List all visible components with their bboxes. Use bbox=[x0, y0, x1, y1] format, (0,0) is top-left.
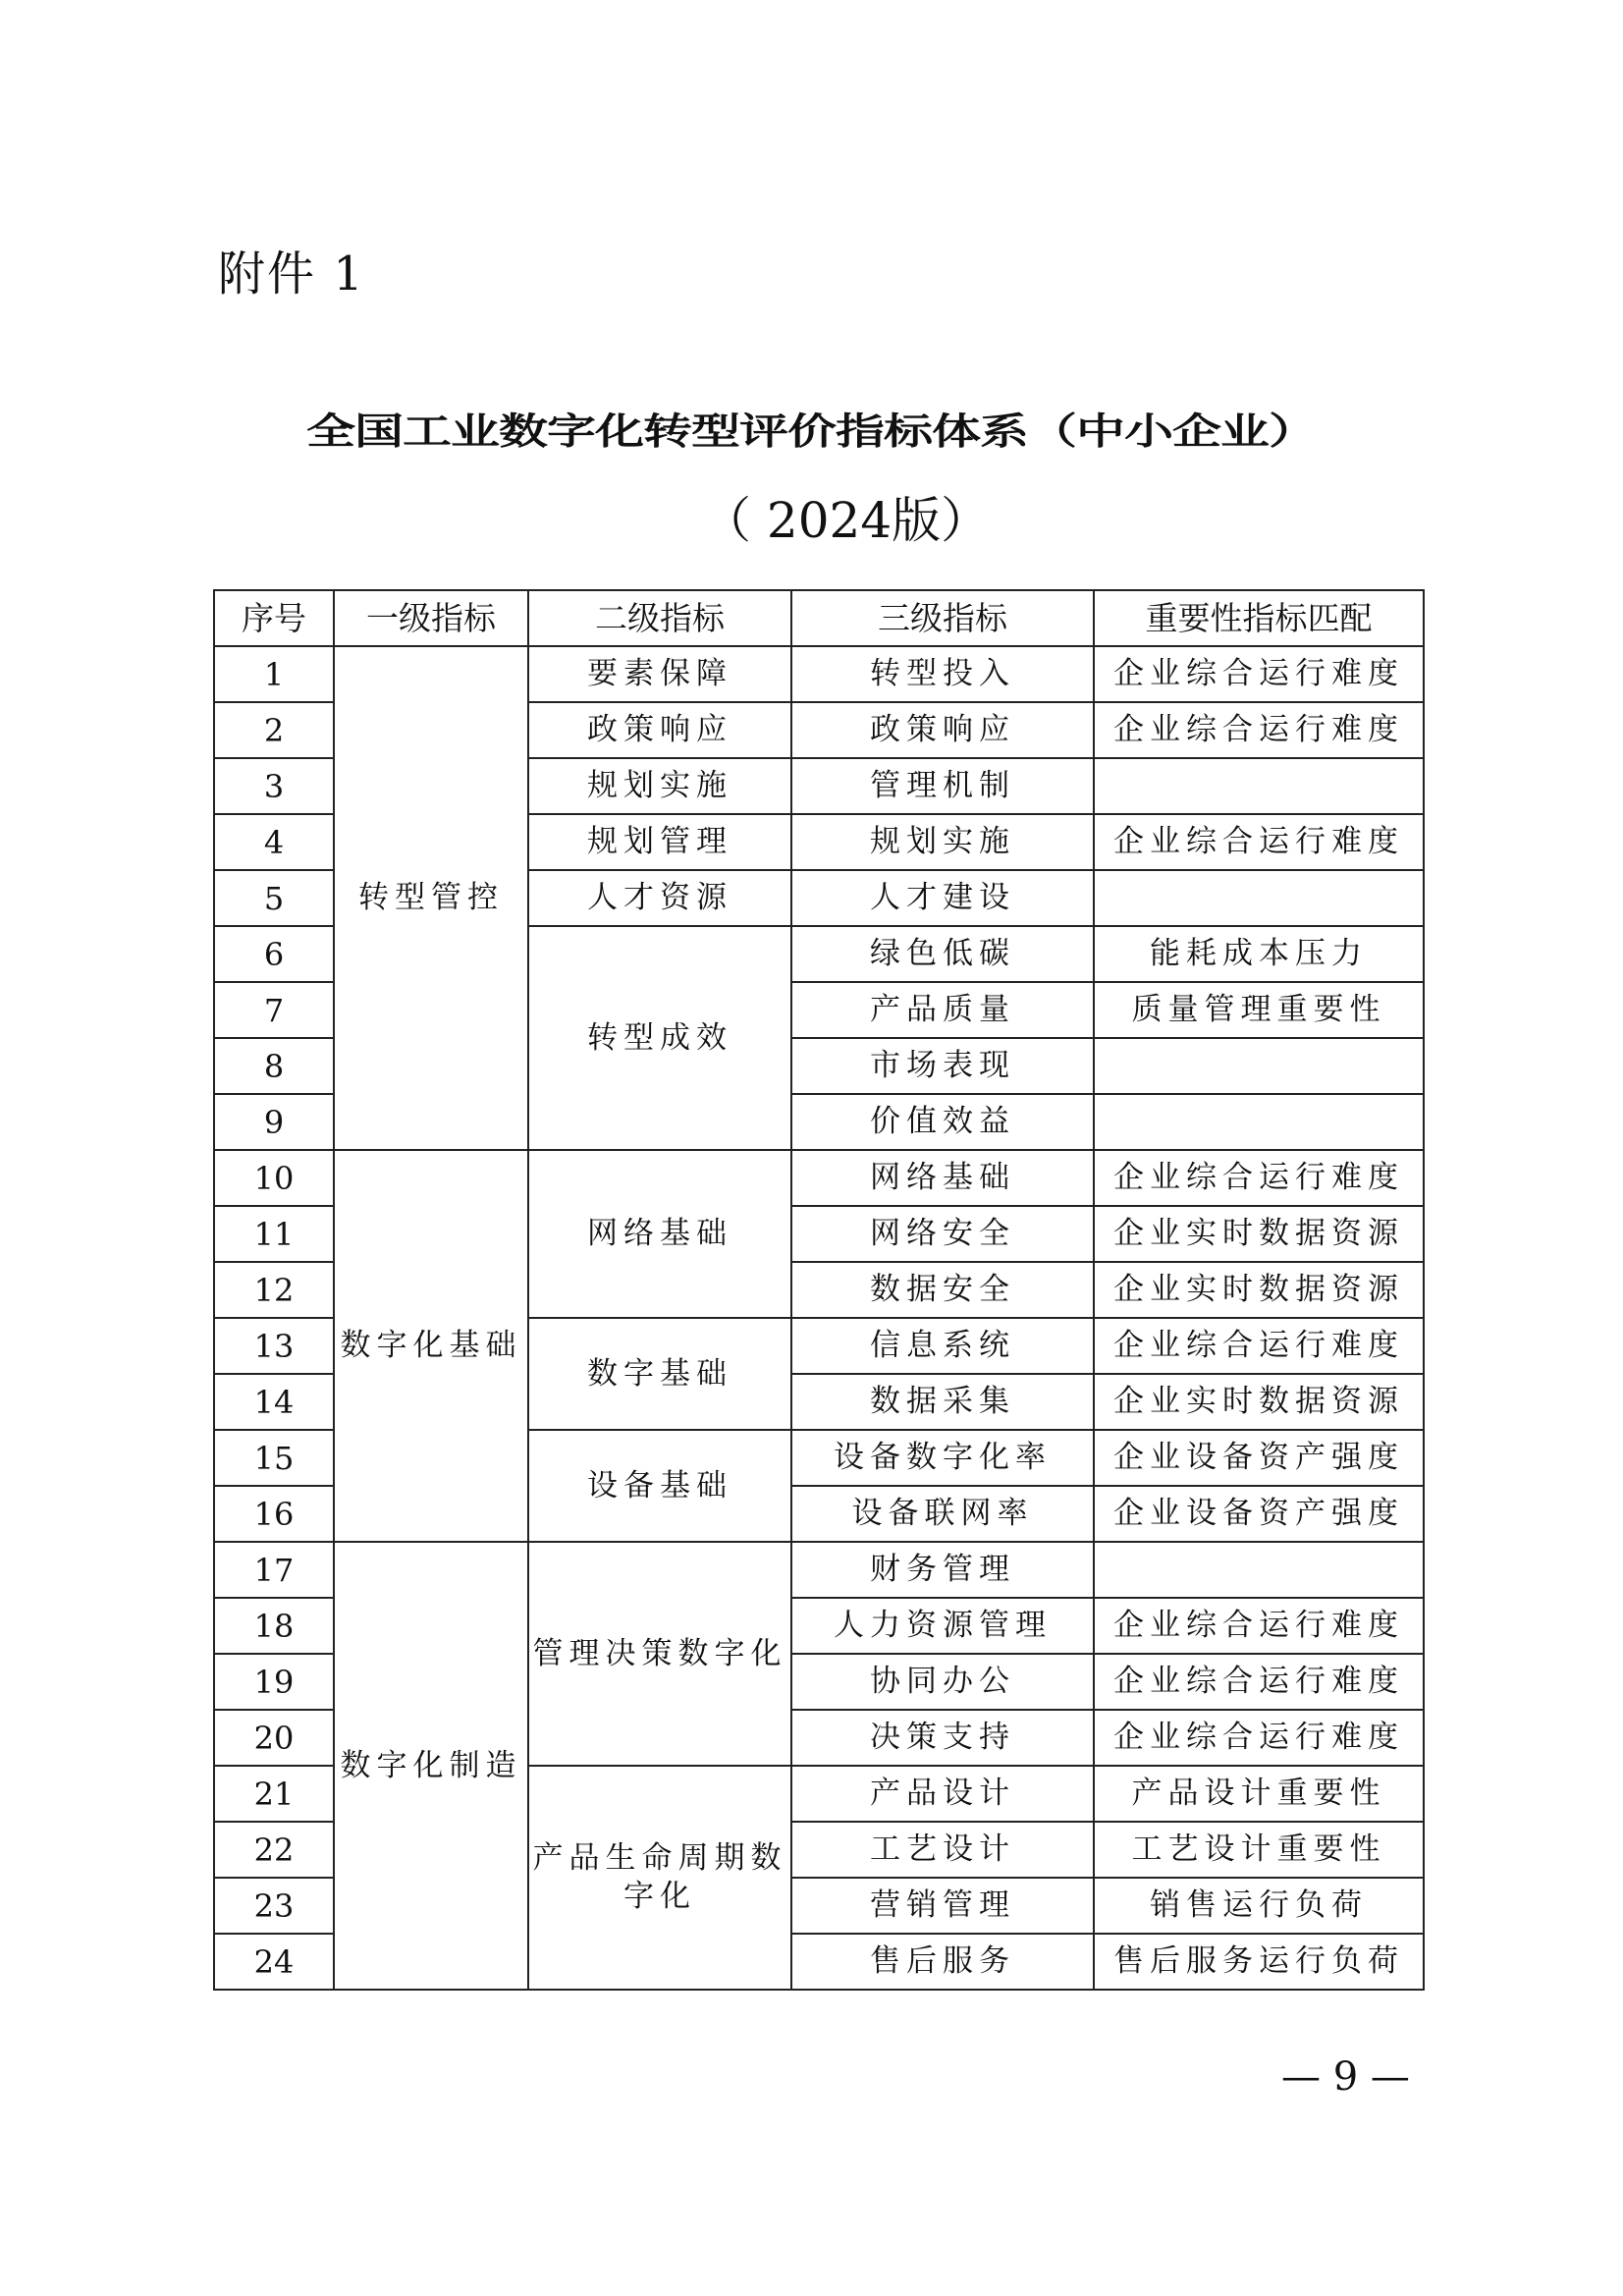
match-cell: 质量管理重要性 bbox=[1094, 982, 1424, 1038]
header-level1: 一级指标 bbox=[334, 590, 528, 646]
row-number: 17 bbox=[214, 1542, 334, 1598]
level3-cell: 管理机制 bbox=[791, 758, 1094, 814]
level2-cell: 政策响应 bbox=[528, 702, 791, 758]
level3-cell: 规划实施 bbox=[791, 814, 1094, 870]
row-number: 8 bbox=[214, 1038, 334, 1094]
level2-cell: 规划管理 bbox=[528, 814, 791, 870]
match-cell bbox=[1094, 1542, 1424, 1598]
header-level2: 二级指标 bbox=[528, 590, 791, 646]
level3-cell: 营销管理 bbox=[791, 1878, 1094, 1934]
level1-cell: 数字化基础 bbox=[334, 1150, 528, 1542]
level2-cell: 产品生命周期数字化 bbox=[528, 1766, 791, 1990]
match-cell: 企业实时数据资源 bbox=[1094, 1374, 1424, 1430]
level2-cell: 人才资源 bbox=[528, 870, 791, 926]
row-number: 11 bbox=[214, 1206, 334, 1262]
row-number: 21 bbox=[214, 1766, 334, 1822]
header-level3: 三级指标 bbox=[791, 590, 1094, 646]
match-cell bbox=[1094, 870, 1424, 926]
level2-cell: 要素保障 bbox=[528, 646, 791, 702]
level2-cell: 转型成效 bbox=[528, 926, 791, 1150]
level3-cell: 售后服务 bbox=[791, 1934, 1094, 1990]
level3-cell: 数据安全 bbox=[791, 1262, 1094, 1318]
match-cell: 企业综合运行难度 bbox=[1094, 1654, 1424, 1710]
level3-cell: 财务管理 bbox=[791, 1542, 1094, 1598]
level1-cell: 转型管控 bbox=[334, 646, 528, 1150]
level3-cell: 价值效益 bbox=[791, 1094, 1094, 1150]
match-cell: 企业实时数据资源 bbox=[1094, 1206, 1424, 1262]
row-number: 2 bbox=[214, 702, 334, 758]
row-number: 18 bbox=[214, 1598, 334, 1654]
row-number: 22 bbox=[214, 1822, 334, 1878]
table-row bbox=[214, 1150, 1424, 1206]
title-line-1: 全国工业数字化转型评价指标体系（中小企业） bbox=[306, 409, 1317, 453]
row-number: 20 bbox=[214, 1710, 334, 1766]
row-number: 7 bbox=[214, 982, 334, 1038]
table-row bbox=[214, 1542, 1424, 1598]
match-cell bbox=[1094, 758, 1424, 814]
level3-cell: 工艺设计 bbox=[791, 1822, 1094, 1878]
match-cell bbox=[1094, 1038, 1424, 1094]
row-number: 15 bbox=[214, 1430, 334, 1486]
row-number: 9 bbox=[214, 1094, 334, 1150]
row-number: 10 bbox=[214, 1150, 334, 1206]
level3-cell: 绿色低碳 bbox=[791, 926, 1094, 982]
level3-cell: 协同办公 bbox=[791, 1654, 1094, 1710]
row-number: 23 bbox=[214, 1878, 334, 1934]
row-number: 24 bbox=[214, 1934, 334, 1990]
level3-cell: 设备联网率 bbox=[791, 1486, 1094, 1542]
attachment-label: 附件 1 bbox=[218, 246, 365, 301]
row-number: 16 bbox=[214, 1486, 334, 1542]
match-cell: 企业综合运行难度 bbox=[1094, 1598, 1424, 1654]
match-cell: 工艺设计重要性 bbox=[1094, 1822, 1424, 1878]
title-line-2: （ 2024版） bbox=[702, 492, 991, 549]
level3-cell: 信息系统 bbox=[791, 1318, 1094, 1374]
row-number: 5 bbox=[214, 870, 334, 926]
match-cell: 销售运行负荷 bbox=[1094, 1878, 1424, 1934]
match-cell: 企业综合运行难度 bbox=[1094, 1710, 1424, 1766]
row-number: 6 bbox=[214, 926, 334, 982]
level2-cell: 网络基础 bbox=[528, 1150, 791, 1318]
level3-cell: 数据采集 bbox=[791, 1374, 1094, 1430]
row-number: 1 bbox=[214, 646, 334, 702]
header-importance-match: 重要性指标匹配 bbox=[1094, 590, 1424, 646]
match-cell: 售后服务运行负荷 bbox=[1094, 1934, 1424, 1990]
level3-cell: 政策响应 bbox=[791, 702, 1094, 758]
match-cell: 企业综合运行难度 bbox=[1094, 702, 1424, 758]
level3-cell: 决策支持 bbox=[791, 1710, 1094, 1766]
row-number: 12 bbox=[214, 1262, 334, 1318]
level3-cell: 网络安全 bbox=[791, 1206, 1094, 1262]
row-number: 19 bbox=[214, 1654, 334, 1710]
header-serial: 序号 bbox=[214, 590, 334, 646]
level2-cell: 规划实施 bbox=[528, 758, 791, 814]
match-cell: 企业设备资产强度 bbox=[1094, 1486, 1424, 1542]
match-cell: 企业设备资产强度 bbox=[1094, 1430, 1424, 1486]
table-row bbox=[214, 646, 1424, 702]
level3-cell: 设备数字化率 bbox=[791, 1430, 1094, 1486]
level2-cell: 管理决策数字化 bbox=[528, 1542, 791, 1766]
match-cell bbox=[1094, 1094, 1424, 1150]
level3-cell: 转型投入 bbox=[791, 646, 1094, 702]
level2-cell: 设备基础 bbox=[528, 1430, 791, 1542]
level2-cell: 数字基础 bbox=[528, 1318, 791, 1430]
row-number: 4 bbox=[214, 814, 334, 870]
indicator-table bbox=[213, 589, 1425, 1991]
level3-cell: 网络基础 bbox=[791, 1150, 1094, 1206]
match-cell: 企业综合运行难度 bbox=[1094, 646, 1424, 702]
document-title bbox=[0, 393, 1623, 464]
match-cell: 企业综合运行难度 bbox=[1094, 1318, 1424, 1374]
level3-cell: 人力资源管理 bbox=[791, 1598, 1094, 1654]
match-cell: 企业综合运行难度 bbox=[1094, 1150, 1424, 1206]
page-number: — 9 — bbox=[1281, 2054, 1410, 2100]
match-cell: 企业综合运行难度 bbox=[1094, 814, 1424, 870]
match-cell: 能耗成本压力 bbox=[1094, 926, 1424, 982]
level3-cell: 产品设计 bbox=[791, 1766, 1094, 1822]
level3-cell: 人才建设 bbox=[791, 870, 1094, 926]
row-number: 13 bbox=[214, 1318, 334, 1374]
match-cell: 产品设计重要性 bbox=[1094, 1766, 1424, 1822]
row-number: 14 bbox=[214, 1374, 334, 1430]
level1-cell: 数字化制造 bbox=[334, 1542, 528, 1990]
match-cell: 企业实时数据资源 bbox=[1094, 1262, 1424, 1318]
row-number: 3 bbox=[214, 758, 334, 814]
level3-cell: 产品质量 bbox=[791, 982, 1094, 1038]
level3-cell: 市场表现 bbox=[791, 1038, 1094, 1094]
table-header-row bbox=[214, 590, 1424, 646]
